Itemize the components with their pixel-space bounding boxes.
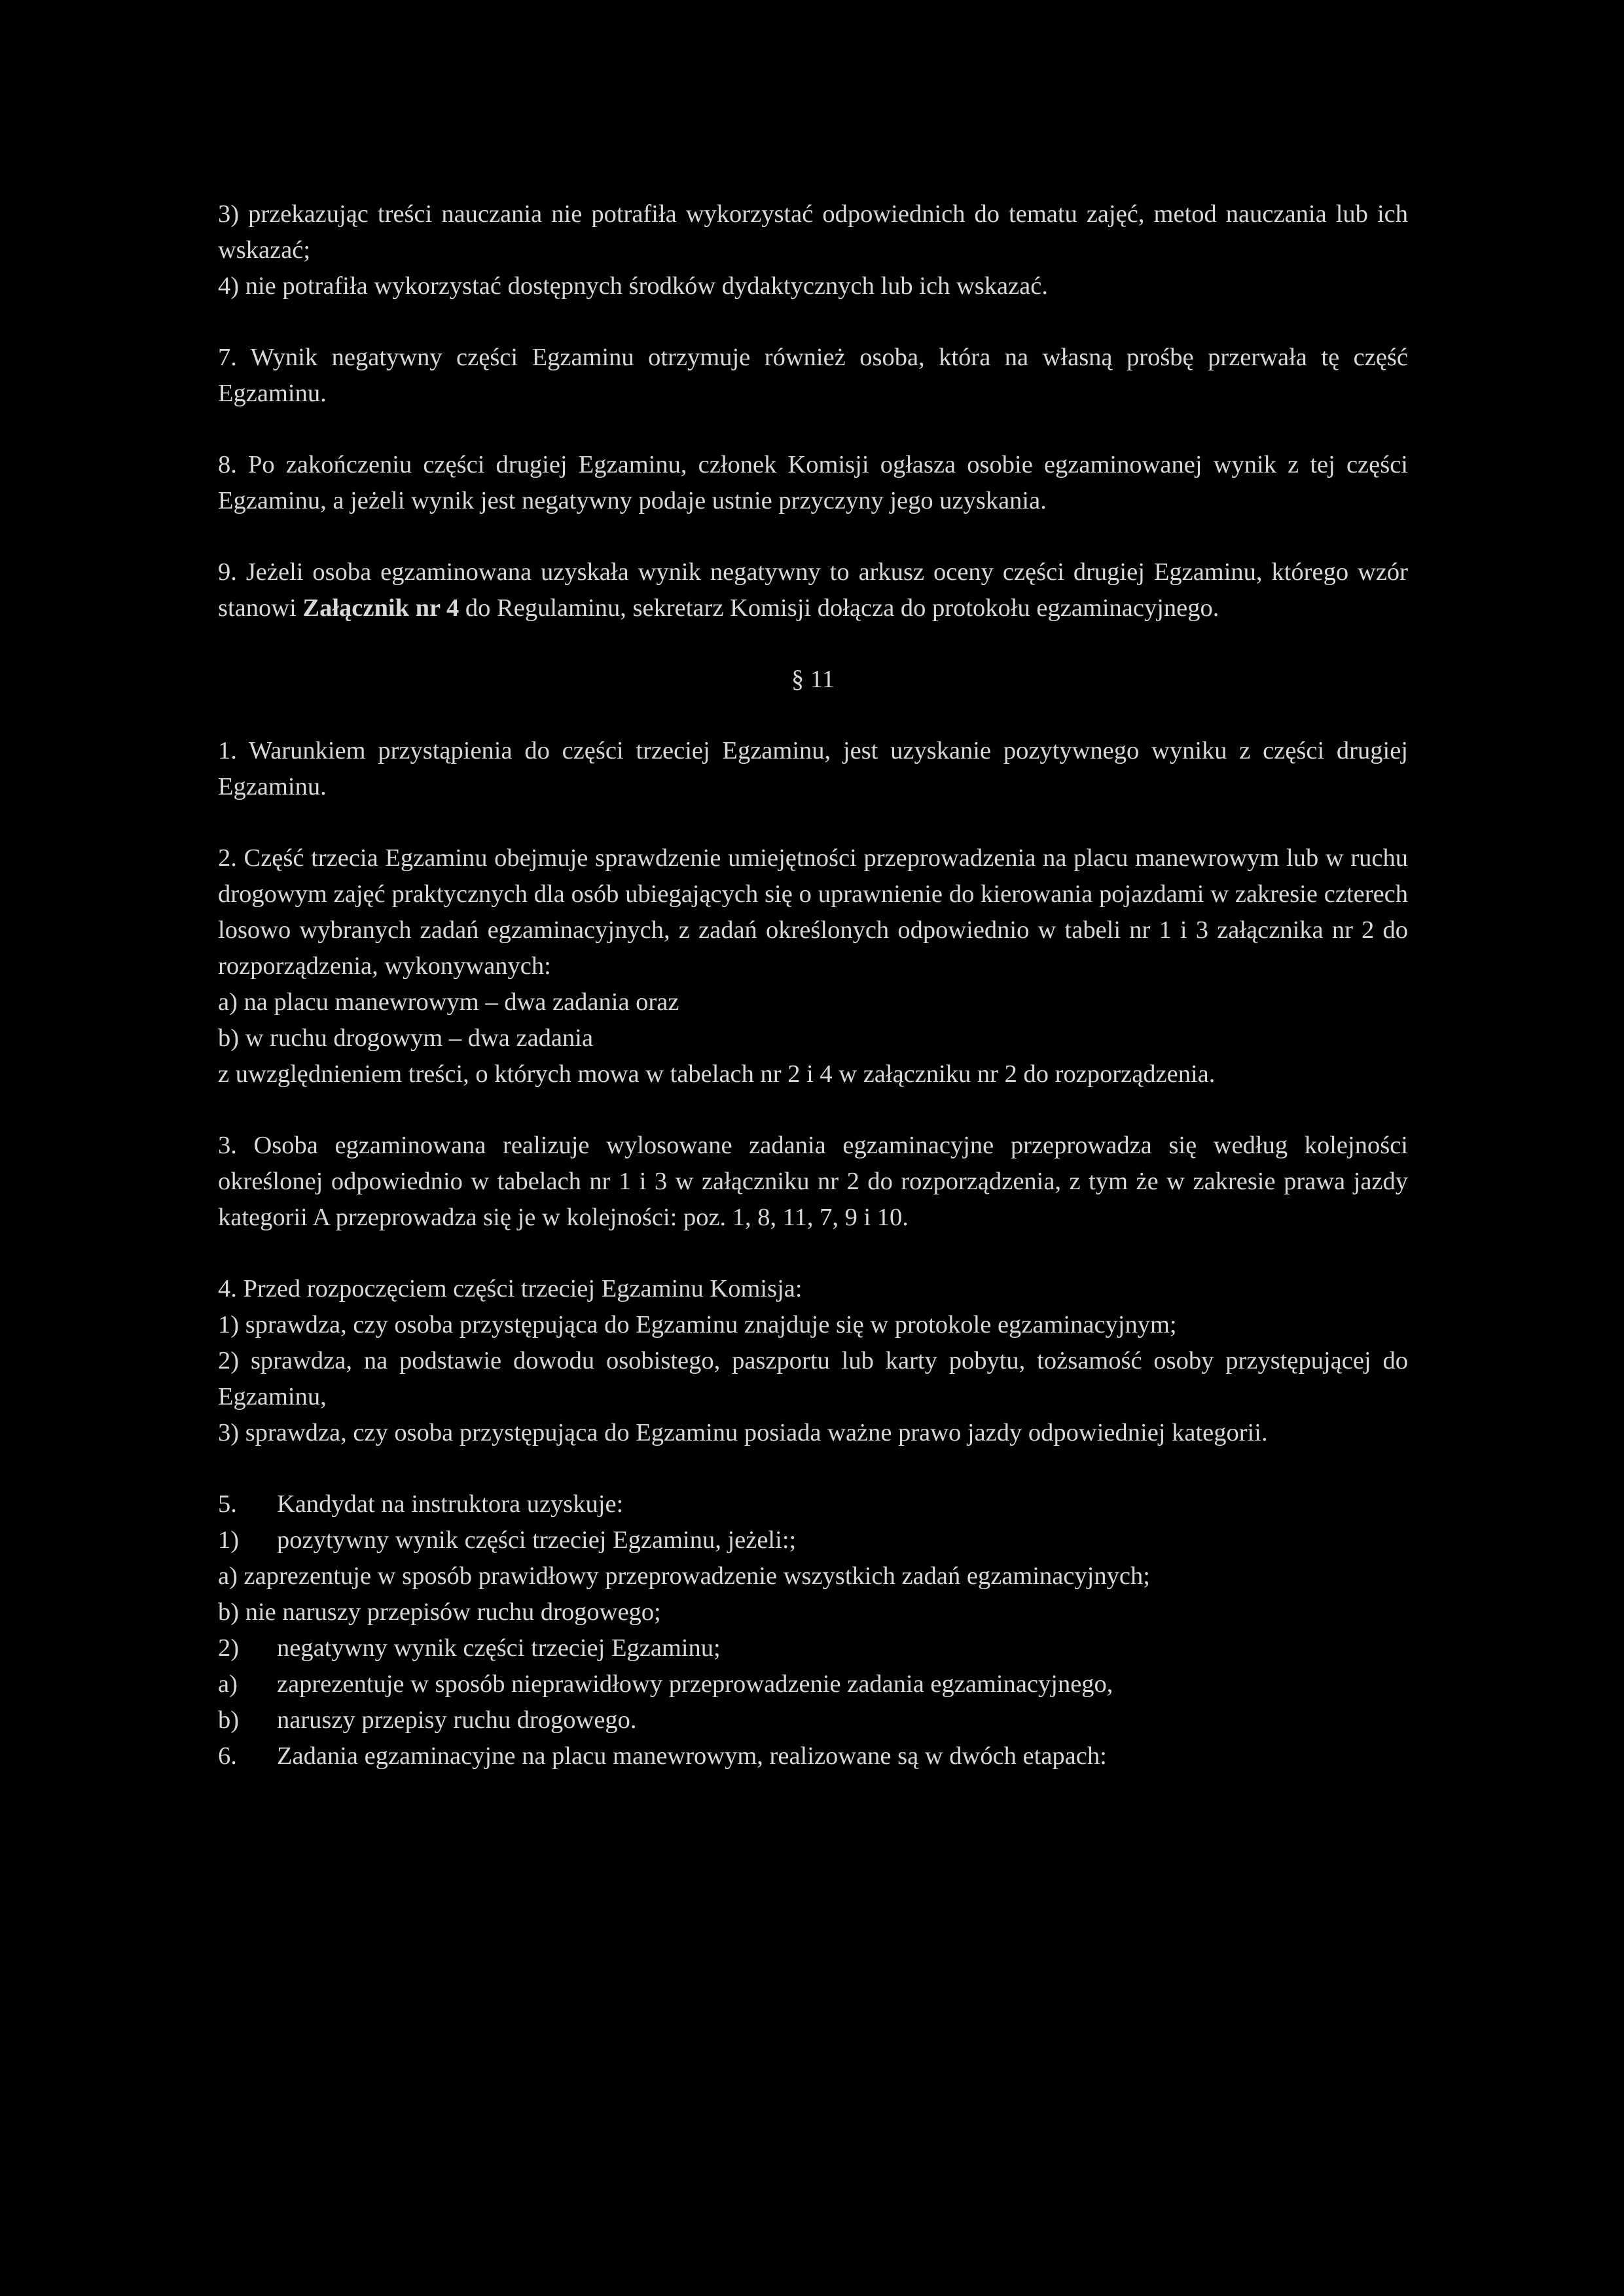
section-paragraph-2-item-a: a) na placu manewrowym – dwa zadania oraz	[218, 988, 679, 1016]
item-text: zaprezentuje w sposób nieprawidłowy przeprowadzenie zadania egzaminacyjnego,	[277, 1670, 1113, 1698]
paragraph-8: 8. Po zakończeniu części drugiej Egzaminu, członek Komisji ogłasza osobie egzaminowanej wynik z tej części Egzaminu, a jeżeli wynik jest negatywny podaje ustnie przyczyny jego uzyskania.	[218, 451, 1408, 514]
attachment-reference: Załącznik nr 4	[302, 594, 460, 622]
item-number: b)	[218, 1706, 240, 1734]
paragraph-9-text-start: 9. Jeżeli osoba egzaminowana uzyskała wynik negatywny to arkusz oceny części drugiej Egzaminu, którego wzór stanowi	[218, 558, 1408, 622]
paragraph-9	[218, 554, 1408, 626]
document-page	[218, 196, 1408, 1774]
item-number: 6.	[218, 1742, 237, 1770]
item-text: Zadania egzaminacyjne na placu manewrowym, realizowane są w dwóch etapach:	[277, 1742, 1107, 1770]
section-paragraph-2-item-b: b) w ruchu drogowym – dwa zadania	[218, 1024, 594, 1052]
section-paragraph-4-item-1: 1) sprawdza, czy osoba przystępująca do Egzaminu znajduje się w protokole egzaminacyjnym;	[218, 1311, 1177, 1338]
item-number: 2)	[218, 1634, 240, 1662]
item-number: 5.	[218, 1490, 237, 1518]
section-paragraph-4-item-3: 3) sprawdza, czy osoba przystępująca do Egzaminu posiada ważne prawo jazdy odpowiedniej kategorii.	[218, 1419, 1268, 1446]
section-paragraph-3: 3. Osoba egzaminowana realizuje wylosowane zadania egzaminacyjne przeprowadza się według kolejności określonej odpowiednio w tabelach nr 1 i 3 w załączniku nr 2 do rozporządzenia, z tym że w zakresie prawa jazdy kategorii A przeprowadza się je w kolejności: poz. 1, 8, 11, 7, 9 i 10.	[218, 1132, 1408, 1231]
item-text: pozytywny wynik części trzeciej Egzaminu, jeżeli:;	[277, 1526, 797, 1554]
section-paragraph-6	[218, 1738, 1408, 1774]
paragraph-6-item-4: 4) nie potrafiła wykorzystać dostępnych środków dydaktycznych lub ich wskazać.	[218, 272, 1048, 300]
section-paragraph-1: 1. Warunkiem przystąpienia do części trzeciej Egzaminu, jest uzyskanie pozytywnego wyniku z części drugiej Egzaminu.	[218, 737, 1408, 800]
section-paragraph-2-end: z uwzględnieniem treści, o których mowa w tabelach nr 2 i 4 w załączniku nr 2 do rozporządzenia.	[218, 1060, 1216, 1088]
paragraph-6-item-3: 3) przekazując treści nauczania nie potrafiła wykorzystać odpowiednich do tematu zajęć, metod nauczania lub ich wskazać;	[218, 200, 1408, 264]
section-paragraph-4-item-2: 2) sprawdza, na podstawie dowodu osobistego, paszportu lub karty pobytu, tożsamość osoby przystępującej do Egzaminu,	[218, 1347, 1408, 1410]
item-text: naruszy przepisy ruchu drogowego.	[277, 1706, 637, 1734]
section-paragraph-5-item-1b: b) nie naruszy przepisów ruchu drogowego;	[218, 1598, 661, 1626]
item-text: Kandydat na instruktora uzyskuje:	[277, 1490, 624, 1518]
section-heading: § 11	[791, 666, 835, 693]
item-text: negatywny wynik części trzeciej Egzaminu;	[277, 1634, 721, 1662]
section-paragraph-5-item-2b	[218, 1702, 1408, 1738]
section-paragraph-5-head	[218, 1486, 1408, 1522]
paragraph-7: 7. Wynik negatywny części Egzaminu otrzymuje również osoba, która na własną prośbę przerwała tę część Egzaminu.	[218, 344, 1408, 407]
section-paragraph-5-item-2	[218, 1630, 1408, 1666]
section-paragraph-5-item-1a: a) zaprezentuje w sposób prawidłowy przeprowadzenie wszystkich zadań egzaminacyjnych;	[218, 1562, 1150, 1590]
item-number: a)	[218, 1670, 238, 1698]
section-paragraph-5-item-1	[218, 1522, 1408, 1558]
section-paragraph-4-head: 4. Przed rozpoczęciem części trzeciej Egzaminu Komisja:	[218, 1275, 803, 1302]
section-paragraph-2: 2. Część trzecia Egzaminu obejmuje sprawdzenie umiejętności przeprowadzenia na placu manewrowym lub w ruchu drogowym zajęć praktycznych dla osób ubiegających się o uprawnienie do kierowania pojazdami w zakresie czterech losowo wybranych zadań egzaminacyjnych, z zadań określonych odpowiednio w tabeli nr 1 i 3 załącznika nr 2 do rozporządzenia, wykonywanych:	[218, 844, 1408, 980]
section-paragraph-5-item-2a	[218, 1666, 1408, 1702]
item-number: 1)	[218, 1526, 240, 1554]
paragraph-9-text-end: do Regulaminu, sekretarz Komisji dołącza do protokołu egzaminacyjnego.	[459, 594, 1219, 622]
